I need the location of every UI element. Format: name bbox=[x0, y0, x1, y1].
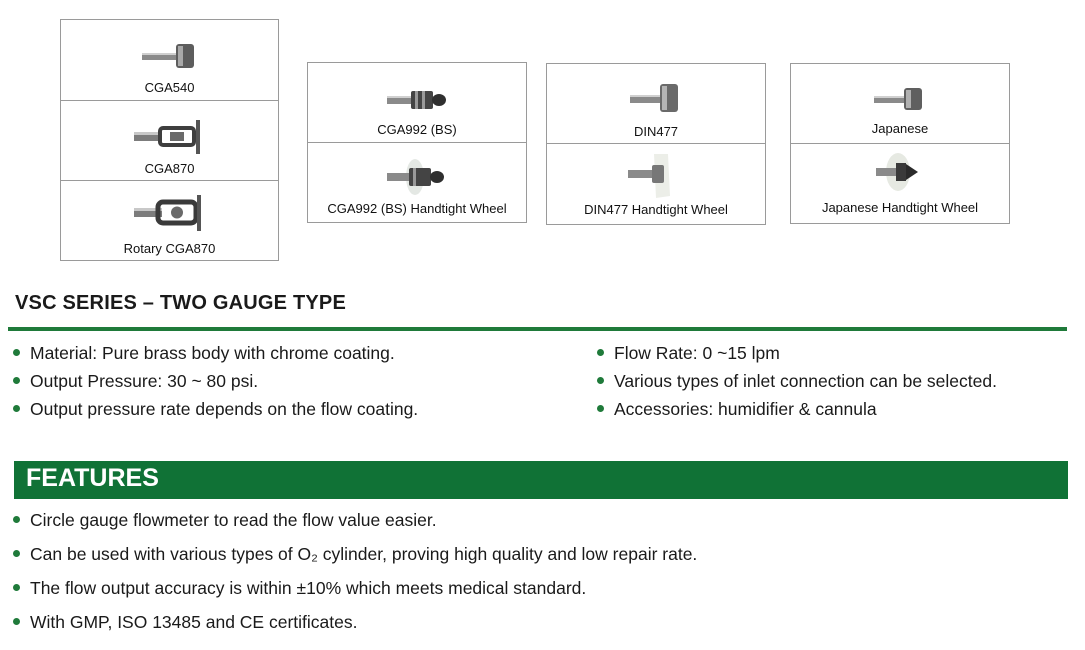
features-list bbox=[10, 508, 697, 644]
cga992-connector-icon bbox=[385, 87, 449, 113]
din477-wheel-connector-icon bbox=[624, 150, 688, 200]
connector-cell-cga992-wheel bbox=[308, 143, 526, 222]
rotary-cga870-connector-icon bbox=[130, 193, 210, 233]
features-title: FEATURES bbox=[26, 464, 159, 492]
connector-cell-cga540 bbox=[61, 20, 278, 101]
spec-item: Various types of inlet connection can be selected. bbox=[594, 369, 997, 397]
connector-label: Japanese Handtight Wheel bbox=[821, 200, 979, 215]
connector-cell-cga870 bbox=[61, 101, 278, 181]
connector-cell-japanese bbox=[791, 64, 1009, 144]
spec-list-right bbox=[594, 341, 997, 425]
features-banner bbox=[14, 461, 1068, 499]
connector-label: CGA992 (BS) Handtight Wheel bbox=[327, 201, 507, 216]
connector-cell-rotary-cga870 bbox=[61, 181, 278, 260]
spec-list-left bbox=[10, 341, 418, 425]
connector-label: CGA870 bbox=[144, 161, 195, 176]
spec-item: Accessories: humidifier & cannula bbox=[594, 397, 997, 425]
cga992-wheel-connector-icon bbox=[385, 157, 449, 197]
feature-item: Can be used with various types of O₂ cylinder, proving high quality and low repair rate. bbox=[10, 542, 697, 576]
spec-item: Flow Rate: 0 ~15 lpm bbox=[594, 341, 997, 369]
connector-group-cga bbox=[60, 19, 279, 261]
connector-cell-din477-wheel bbox=[547, 144, 765, 224]
spec-item: Material: Pure brass body with chrome coating. bbox=[10, 341, 418, 369]
connector-group-cga992 bbox=[307, 62, 527, 223]
spec-item: Output pressure rate depends on the flow coating. bbox=[10, 397, 418, 425]
feature-item: Circle gauge flowmeter to read the flow value easier. bbox=[10, 508, 697, 542]
cga540-connector-icon bbox=[140, 38, 200, 72]
din477-connector-icon bbox=[628, 81, 684, 115]
connector-cell-din477 bbox=[547, 64, 765, 144]
connector-label: Japanese bbox=[871, 121, 929, 136]
series-title: VSC SERIES – TWO GAUGE TYPE bbox=[15, 292, 347, 314]
feature-item: With GMP, ISO 13485 and CE certificates. bbox=[10, 610, 697, 644]
connector-label: DIN477 bbox=[633, 124, 679, 139]
connector-label: Rotary CGA870 bbox=[123, 241, 216, 256]
connector-cell-japanese-wheel bbox=[791, 144, 1009, 223]
connector-group-japanese bbox=[790, 63, 1010, 224]
japanese-wheel-connector-icon bbox=[870, 150, 930, 194]
feature-item: The flow output accuracy is within ±10% which meets medical standard. bbox=[10, 576, 697, 610]
cga870-connector-icon bbox=[130, 117, 210, 157]
connector-cell-cga992 bbox=[308, 63, 526, 143]
connector-label: CGA540 bbox=[144, 80, 195, 95]
connector-label: DIN477 Handtight Wheel bbox=[584, 202, 728, 217]
connector-group-din477 bbox=[546, 63, 766, 225]
connector-label: CGA992 (BS) bbox=[377, 122, 457, 137]
section-divider bbox=[8, 327, 1067, 331]
spec-item: Output Pressure: 30 ~ 80 psi. bbox=[10, 369, 418, 397]
japanese-connector-icon bbox=[872, 84, 928, 114]
